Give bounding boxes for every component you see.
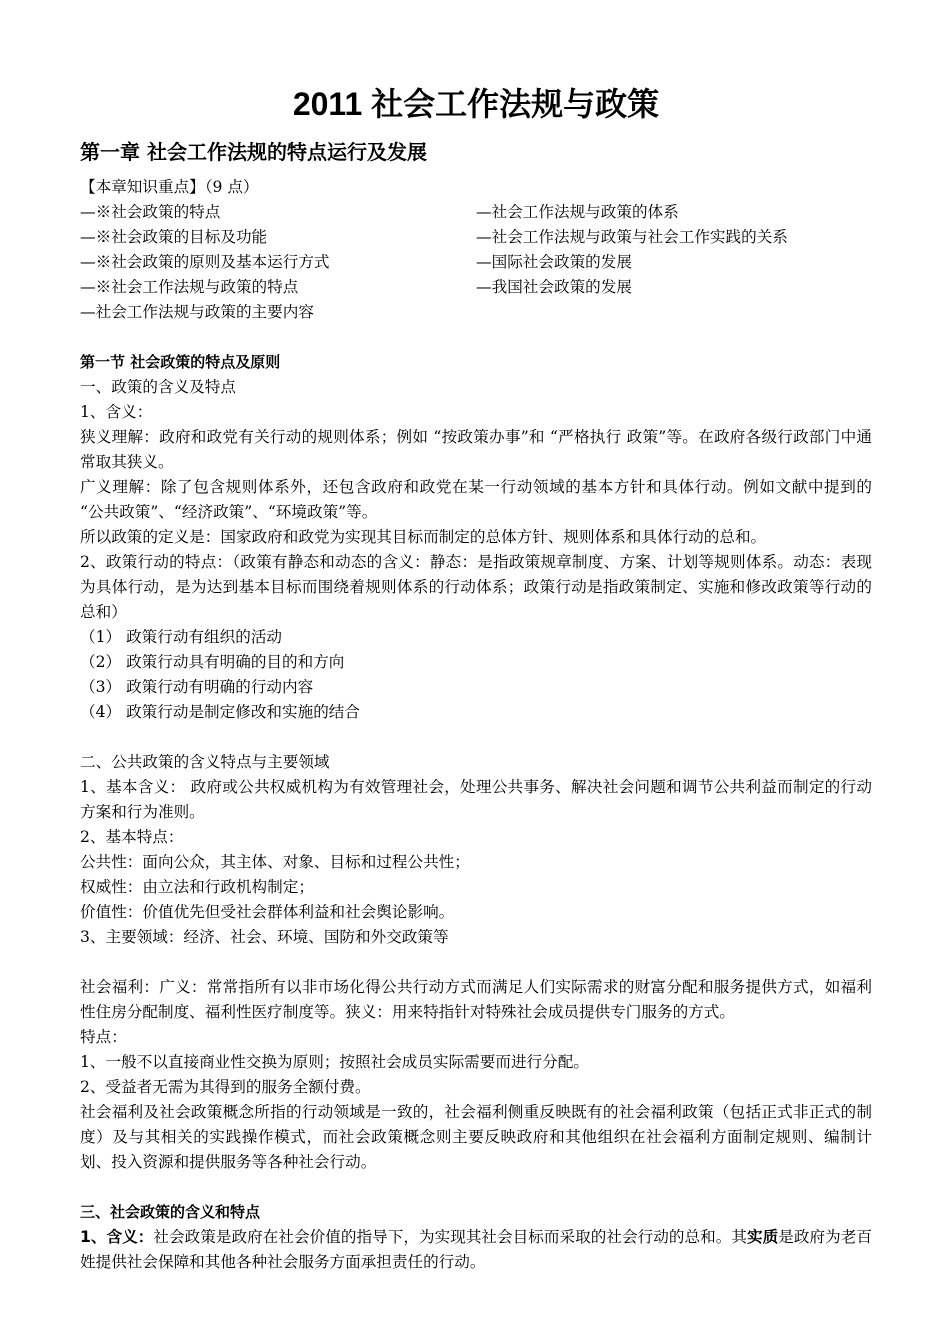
section-3-heading: 三、社会政策的含义和特点 (80, 1203, 261, 1221)
section-1-item-2: 2、政策行动的特点：（政策有静态和动态的含义：静态：是指政策规章制度、方案、计划等规则体系。动态：表现为具体行动，是为达到基本目标而围绕着规则体系的行动体系；政策行动是指政策制定、实施和修改政策等行动的总和） (80, 553, 872, 621)
policy-definition: 所以政策的定义是：国家政府和政党为实现其目标而制定的总体方针、规则体系和具体行动的总和。 (80, 528, 767, 546)
public-policy-domains: 3、主要领域：经济、社会、环境、国防和外交政策等 (80, 928, 449, 946)
key-point-item: —※社会政策的目标及功能 (80, 228, 268, 246)
chapter-heading: 第一章 社会工作法规的特点运行及发展 (80, 140, 427, 164)
section-1-sub-1: 一、政策的含义及特点 (80, 378, 236, 396)
welfare-relation: 社会福利及社会政策概念所指的行动领域是一致的，社会福利侧重反映既有的社会福利政策（包括正式非正式的制度）及与其相关的实践操作模式，而社会政策概念则主要反映政府和其他组织在社会福利方面制定规则、编制计划、投入资源和提供服务等各种社会行动。 (80, 1103, 872, 1171)
key-point-item: —※社会工作法规与政策的特点 (80, 278, 299, 296)
key-point-item: —我国社会政策的发展 (476, 278, 632, 296)
key-point-item: —社会工作法规与政策的主要内容 (80, 303, 314, 321)
section-1-item-1: 1、含义： (80, 403, 153, 421)
key-points-heading: 【本章知识重点】（9 点） (80, 178, 259, 196)
section-2-heading: 二、公共政策的含义特点与主要领域 (80, 753, 330, 771)
key-points-list (80, 200, 872, 325)
document-title: 2011 社会工作法规与政策 (292, 86, 660, 122)
key-point-item: —※社会政策的特点 (80, 203, 221, 221)
policy-feature-item: （1） 政策行动有组织的活动 (80, 628, 283, 646)
key-points-left-column (80, 200, 476, 325)
key-points-right-column (476, 200, 872, 325)
policy-feature-item: （3） 政策行动有明确的行动内容 (80, 678, 314, 696)
welfare-trait: 1、一般不以直接商业性交换为原则；按照社会成员实际需要而进行分配。 (80, 1053, 589, 1071)
feature-public: 公共性：面向公众，其主体、对象、目标和过程公共性； (80, 853, 470, 871)
key-point-item: —※社会政策的原则及基本运行方式 (80, 253, 330, 271)
key-point-item: —社会工作法规与政策的体系 (476, 203, 679, 221)
document-body (80, 175, 872, 1275)
meaning-text: 社会政策是政府在社会价值的指导下，为实现其社会目标而采取的社会行动的总和。其 (153, 1228, 748, 1246)
policy-feature-item: （4） 政策行动是制定修改和实施的结合 (80, 703, 360, 721)
policy-feature-item: （2） 政策行动具有明确的目的和方向 (80, 653, 345, 671)
narrow-definition: 狭义理解：政府和政党有关行动的规则体系；例如 “按政策办事”和 “严格执行 政策”等。在政府各级行政部门中通常取其狭义。 (80, 428, 872, 471)
welfare-definition: 社会福利：广义：常常指所有以非市场化得公共行动方式而满足人们实际需求的财富分配和服务提供方式，如福利性住房分配制度、福利性医疗制度等。狭义：用来特指针对特殊社会成员提供专门服务的方式。 (80, 978, 872, 1021)
essence-label: 实质 (747, 1228, 779, 1246)
public-policy-meaning: 1、基本含义： 政府或公共权威机构为有效管理社会，处理公共事务、解决社会问题和调节公共利益而制定的行动方案和行为准则。 (80, 778, 872, 821)
broad-definition: 广义理解：除了包含规则体系外，还包含政府和政党在某一行动领域的基本方针和具体行动。例如文献中提到的 “公共政策”、“经济政策”、“环境政策”等。 (80, 478, 872, 521)
welfare-traits-title: 特点： (80, 1028, 127, 1046)
key-point-item: —国际社会政策的发展 (476, 253, 632, 271)
section-1-heading: 第一节 社会政策的特点及原则 (80, 353, 281, 371)
feature-authority: 权威性：由立法和行政机构制定； (80, 878, 314, 896)
welfare-trait: 2、受益者无需为其得到的服务全额付费。 (80, 1078, 371, 1096)
meaning-label: 1、含义： (80, 1228, 154, 1246)
feature-value: 价值性：价值优先但受社会群体利益和社会舆论影响。 (80, 903, 455, 921)
social-policy-meaning (80, 1225, 872, 1275)
public-policy-features-title: 2、基本特点： (80, 828, 184, 846)
meaning-text-2: 是政府为老百姓提供社会保障和其他各种社会服务方面承担责任的行动。 (80, 1228, 872, 1271)
key-point-item: —社会工作法规与政策与社会工作实践的关系 (476, 228, 788, 246)
